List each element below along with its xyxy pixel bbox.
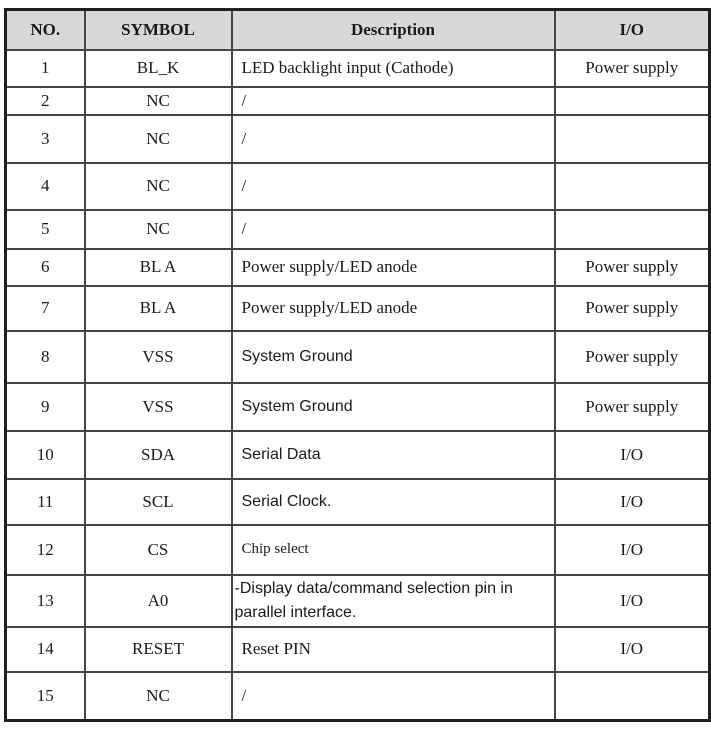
cell-symbol: A0 xyxy=(85,575,232,627)
cell-io: I/O xyxy=(555,479,710,525)
cell-io: Power supply xyxy=(555,249,710,286)
cell-io: I/O xyxy=(555,575,710,627)
cell-io: Power supply xyxy=(555,50,710,87)
table-row xyxy=(6,672,710,721)
cell-io: I/O xyxy=(555,525,710,575)
cell-io xyxy=(555,210,710,249)
cell-symbol: BL_K xyxy=(85,50,232,87)
cell-symbol: SCL xyxy=(85,479,232,525)
cell-symbol: BL A xyxy=(85,286,232,331)
cell-no: 14 xyxy=(6,627,85,672)
header-symbol: SYMBOL xyxy=(85,10,232,50)
cell-symbol: NC xyxy=(85,87,232,115)
cell-no: 5 xyxy=(6,210,85,249)
cell-symbol: BL A xyxy=(85,249,232,286)
cell-description: Reset PIN xyxy=(232,627,555,672)
cell-io xyxy=(555,163,710,210)
table-body xyxy=(6,50,710,721)
cell-io: I/O xyxy=(555,627,710,672)
cell-no: 13 xyxy=(6,575,85,627)
cell-symbol: RESET xyxy=(85,627,232,672)
cell-io: Power supply xyxy=(555,383,710,431)
header-description: Description xyxy=(232,10,555,50)
cell-no: 11 xyxy=(6,479,85,525)
table-row xyxy=(6,163,710,210)
cell-no: 1 xyxy=(6,50,85,87)
header-row xyxy=(6,10,710,50)
table-row xyxy=(6,331,710,383)
cell-no: 2 xyxy=(6,87,85,115)
cell-description: Power supply/LED anode xyxy=(232,286,555,331)
cell-io: Power supply xyxy=(555,286,710,331)
cell-description: / xyxy=(232,115,555,163)
cell-no: 7 xyxy=(6,286,85,331)
cell-symbol: VSS xyxy=(85,383,232,431)
cell-symbol: SDA xyxy=(85,431,232,479)
cell-description: Serial Data xyxy=(232,431,555,479)
cell-symbol: NC xyxy=(85,672,232,721)
cell-description: System Ground xyxy=(232,331,555,383)
cell-no: 12 xyxy=(6,525,85,575)
cell-io: Power supply xyxy=(555,331,710,383)
cell-symbol: NC xyxy=(85,115,232,163)
cell-no: 6 xyxy=(6,249,85,286)
pin-description-table xyxy=(4,8,711,722)
cell-symbol: VSS xyxy=(85,331,232,383)
cell-description: LED backlight input (Cathode) xyxy=(232,50,555,87)
cell-no: 3 xyxy=(6,115,85,163)
cell-symbol: NC xyxy=(85,163,232,210)
table-row xyxy=(6,575,710,627)
cell-io: I/O xyxy=(555,431,710,479)
table-row xyxy=(6,286,710,331)
table-row xyxy=(6,525,710,575)
cell-symbol: NC xyxy=(85,210,232,249)
cell-description: / xyxy=(232,210,555,249)
header-no: NO. xyxy=(6,10,85,50)
cell-io xyxy=(555,115,710,163)
cell-description: / xyxy=(232,163,555,210)
cell-description: System Ground xyxy=(232,383,555,431)
cell-no: 4 xyxy=(6,163,85,210)
table-row xyxy=(6,210,710,249)
cell-no: 9 xyxy=(6,383,85,431)
table-row xyxy=(6,115,710,163)
cell-symbol: CS xyxy=(85,525,232,575)
table-header xyxy=(6,10,710,50)
cell-description: Power supply/LED anode xyxy=(232,249,555,286)
cell-no: 15 xyxy=(6,672,85,721)
table-row xyxy=(6,87,710,115)
table-row xyxy=(6,431,710,479)
table-row xyxy=(6,627,710,672)
cell-no: 8 xyxy=(6,331,85,383)
cell-description: Chip select xyxy=(232,525,555,575)
cell-description: / xyxy=(232,87,555,115)
header-io: I/O xyxy=(555,10,710,50)
table-row xyxy=(6,383,710,431)
cell-description: / xyxy=(232,672,555,721)
cell-description: -Display data/command selection pin in parallel interface. xyxy=(232,575,555,627)
cell-description: Serial Clock. xyxy=(232,479,555,525)
cell-no: 10 xyxy=(6,431,85,479)
cell-io xyxy=(555,87,710,115)
table-row xyxy=(6,249,710,286)
table-row xyxy=(6,50,710,87)
cell-io xyxy=(555,672,710,721)
table-row xyxy=(6,479,710,525)
